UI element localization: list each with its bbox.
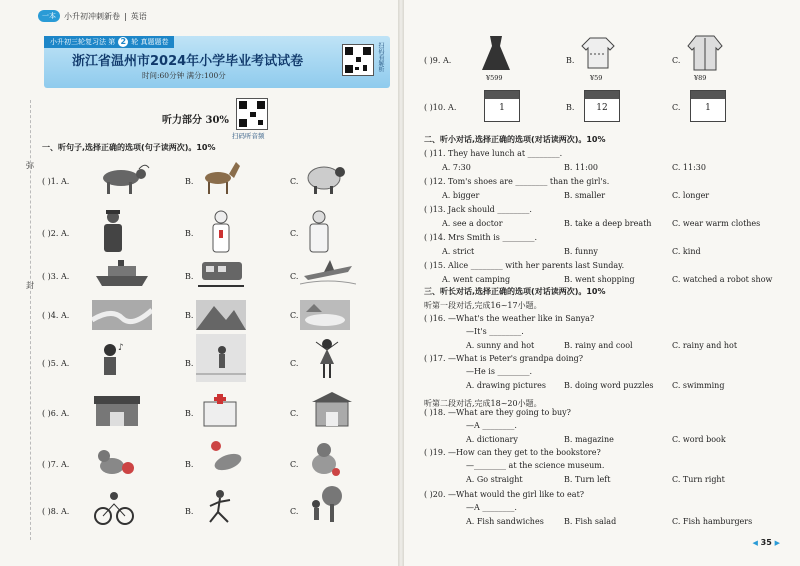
q19-option-c: C. Turn right bbox=[672, 475, 725, 484]
cinema-icon bbox=[94, 394, 140, 428]
q2-label: ( )2. A. bbox=[42, 229, 70, 238]
exam-banner bbox=[44, 36, 390, 88]
tree-planting-icon bbox=[306, 484, 346, 526]
ribbon-text: 小升初三轮复习法 第 bbox=[50, 38, 116, 46]
buffalo-icon bbox=[95, 162, 151, 196]
police-officer-icon bbox=[98, 208, 128, 254]
q5-b: B. bbox=[185, 359, 194, 368]
q17-option-c: C. swimming bbox=[672, 381, 725, 390]
ribbon-text-end: 轮 真题题卷 bbox=[131, 38, 169, 46]
right-page bbox=[404, 0, 800, 566]
dialogue2-note: 听第二段对话,完成18~20小题。 bbox=[424, 399, 542, 408]
exam-title: 浙江省温州市2024年小学毕业考试试卷 bbox=[72, 54, 304, 69]
q17-option-b: B. doing word puzzles bbox=[564, 381, 654, 390]
q11-option-b: B. 11:00 bbox=[564, 163, 599, 172]
q9-c: C. bbox=[672, 56, 681, 65]
q19-option-a: A. Go straight bbox=[466, 475, 523, 484]
q18-option-a: A. dictionary bbox=[466, 435, 518, 444]
price-c: ¥89 bbox=[694, 74, 707, 82]
page-number-text: 35 bbox=[760, 538, 772, 547]
singing-girl-icon bbox=[96, 340, 130, 380]
q4-b: B. bbox=[185, 311, 194, 320]
cycling-icon bbox=[94, 488, 134, 526]
calendar-b-icon bbox=[584, 90, 620, 122]
part3-title: 三、听长对话,选择正确的选项(对话读两次)。10% bbox=[424, 287, 606, 296]
q16-question: ( )16. —What's the weather like in Sanya? bbox=[424, 314, 595, 323]
q9-b: B. bbox=[566, 56, 575, 65]
q5-c: C. bbox=[290, 359, 299, 368]
ship-icon bbox=[92, 260, 152, 288]
q20-answer-line: —A ________. bbox=[466, 503, 517, 512]
calendar-c-icon bbox=[690, 90, 726, 122]
q19-option-b: B. Turn left bbox=[564, 475, 611, 484]
q11-question: ( )11. They have lunch at ________. bbox=[424, 149, 563, 158]
part1-title: 一、听句子,选择正确的选项(句子读两次)。10% bbox=[42, 143, 216, 152]
jacket-icon bbox=[686, 34, 724, 72]
q7-c: C. bbox=[290, 460, 299, 469]
q3-c: C. bbox=[290, 272, 299, 281]
q15-option-b: B. went shopping bbox=[564, 275, 635, 284]
mountain-icon bbox=[196, 300, 246, 330]
q9-label: ( )9. A. bbox=[424, 56, 452, 65]
calendar-a-day: 1 bbox=[499, 103, 505, 113]
q13-option-a: A. see a doctor bbox=[442, 219, 503, 228]
audio-qr-label: 扫码听音频 bbox=[232, 132, 265, 140]
part2-title: 二、听小对话,选择正确的选项(对话读两次)。10% bbox=[424, 135, 606, 144]
q12-option-c: C. longer bbox=[672, 191, 710, 200]
q1-c: C. bbox=[290, 177, 299, 186]
calendar-a-icon bbox=[484, 90, 520, 122]
q14-option-c: C. kind bbox=[672, 247, 701, 256]
q2-c: C. bbox=[290, 229, 299, 238]
q18-question: ( )18. —What are they going to buy? bbox=[424, 408, 571, 417]
calendar-c-day: 1 bbox=[705, 103, 711, 113]
dog-jumping-icon bbox=[206, 440, 250, 474]
q20-option-b: B. Fish salad bbox=[564, 517, 617, 526]
dancing-girl-icon bbox=[312, 336, 342, 382]
q15-question: ( )15. Alice ________ with her parents last Sunday. bbox=[424, 261, 625, 270]
price-b: ¥59 bbox=[590, 74, 603, 82]
sweater-icon bbox=[580, 36, 616, 70]
svg-text:♪: ♪ bbox=[118, 343, 124, 353]
prev-page-icon[interactable]: ◀ bbox=[752, 539, 758, 547]
q7-b: B. bbox=[185, 460, 194, 469]
q12-option-b: B. smaller bbox=[564, 191, 606, 200]
q15-option-a: A. went camping bbox=[442, 275, 511, 284]
river-icon bbox=[92, 300, 152, 330]
restaurant-icon bbox=[312, 392, 352, 428]
q6-b: B. bbox=[185, 409, 194, 418]
q1-b: B. bbox=[185, 177, 194, 186]
running-boy-icon bbox=[200, 488, 240, 526]
audio-qr-code-icon[interactable] bbox=[236, 98, 268, 130]
q13-option-c: C. wear warm clothes bbox=[672, 219, 761, 228]
q19-answer-line: —________ at the science museum. bbox=[466, 461, 605, 470]
q11-option-a: A. 7:30 bbox=[442, 163, 471, 172]
q18-answer-line: —A ________. bbox=[466, 421, 517, 430]
q14-option-b: B. funny bbox=[564, 247, 598, 256]
hiking-icon bbox=[196, 334, 246, 382]
q1-label: ( )1. A. bbox=[42, 177, 70, 186]
dog-with-ball-icon bbox=[96, 446, 136, 478]
subject-name: 英语 bbox=[130, 11, 147, 21]
doctor-icon bbox=[304, 208, 334, 254]
q18-option-b: B. magazine bbox=[564, 435, 614, 444]
q8-label: ( )8. A. bbox=[42, 507, 70, 516]
binding-line bbox=[30, 100, 31, 540]
q10-c: C. bbox=[672, 103, 681, 112]
q10-b: B. bbox=[566, 103, 575, 112]
q11-option-c: C. 11:30 bbox=[672, 163, 706, 172]
lake-icon bbox=[300, 300, 350, 330]
answer-qr-code-icon[interactable] bbox=[342, 44, 374, 76]
q12-question: ( )12. Tom's shoes are ________ than the girl's. bbox=[424, 177, 610, 186]
q20-option-c: C. Fish hamburgers bbox=[672, 517, 753, 526]
header-separator: | bbox=[124, 11, 127, 21]
q15-option-c: C. watched a robot show bbox=[672, 275, 773, 284]
q4-label: ( )4. A. bbox=[42, 311, 70, 320]
q2-b: B. bbox=[185, 229, 194, 238]
q6-label: ( )6. A. bbox=[42, 409, 70, 418]
page-number bbox=[752, 538, 780, 547]
sheep-icon bbox=[302, 160, 348, 196]
q3-b: B. bbox=[185, 272, 194, 281]
q19-question: ( )19. —How can they get to the bookstore? bbox=[424, 448, 601, 457]
listening-title: 听力部分 30% bbox=[162, 115, 229, 126]
q6-c: C. bbox=[290, 409, 299, 418]
q16-answer-line: —It's ________. bbox=[466, 327, 524, 336]
train-icon bbox=[196, 258, 246, 288]
price-a: ¥599 bbox=[486, 74, 503, 82]
q17-question: ( )17. —What is Peter's grandpa doing? bbox=[424, 354, 584, 363]
q16-option-c: C. rainy and hot bbox=[672, 341, 738, 350]
q7-label: ( )7. A. bbox=[42, 460, 70, 469]
scan-answer-label: 扫码看解析 bbox=[377, 42, 384, 72]
q20-option-a: A. Fish sandwiches bbox=[466, 517, 544, 526]
nurse-icon bbox=[206, 208, 236, 254]
q14-question: ( )14. Mrs Smith is ________. bbox=[424, 233, 537, 242]
dress-icon bbox=[478, 34, 514, 72]
binding-mark-2: 封 bbox=[26, 281, 34, 290]
q17-option-a: A. drawing pictures bbox=[466, 381, 546, 390]
q16-option-a: A. sunny and hot bbox=[466, 341, 535, 350]
next-page-icon[interactable]: ▶ bbox=[774, 539, 780, 547]
dialogue1-note: 听第一段对话,完成16~17小题。 bbox=[424, 301, 542, 310]
horse-icon bbox=[196, 160, 242, 196]
hospital-icon bbox=[200, 394, 240, 428]
plane-icon bbox=[300, 258, 356, 288]
q12-option-a: A. bigger bbox=[442, 191, 480, 200]
q16-option-b: B. rainy and cool bbox=[564, 341, 633, 350]
q13-question: ( )13. Jack should ________. bbox=[424, 205, 532, 214]
q8-c: C. bbox=[290, 507, 299, 516]
q8-b: B. bbox=[185, 507, 194, 516]
q13-option-b: B. take a deep breath bbox=[564, 219, 652, 228]
q17-answer-line: —He is ________. bbox=[466, 367, 533, 376]
binding-mark-1: 弥 bbox=[26, 161, 34, 170]
q4-c: C. bbox=[290, 311, 299, 320]
q5-label: ( )5. A. bbox=[42, 359, 70, 368]
dog-sitting-icon bbox=[306, 440, 342, 476]
round-ribbon bbox=[44, 36, 174, 48]
page-header bbox=[38, 10, 147, 22]
q20-question: ( )20. —What would the girl like to eat? bbox=[424, 490, 585, 499]
q18-option-c: C. word book bbox=[672, 435, 726, 444]
q14-option-a: A. strict bbox=[442, 247, 475, 256]
left-page bbox=[0, 0, 398, 566]
q10-label: ( )10. A. bbox=[424, 103, 457, 112]
brand-badge: 一本 bbox=[38, 10, 60, 22]
exam-time-score: 时间:60分钟 满分:100分 bbox=[142, 71, 226, 80]
calendar-b-day: 12 bbox=[596, 103, 608, 113]
round-number: 2 bbox=[118, 37, 128, 47]
q3-label: ( )3. A. bbox=[42, 272, 70, 281]
series-name: 小升初冲刺新卷 bbox=[64, 11, 120, 21]
